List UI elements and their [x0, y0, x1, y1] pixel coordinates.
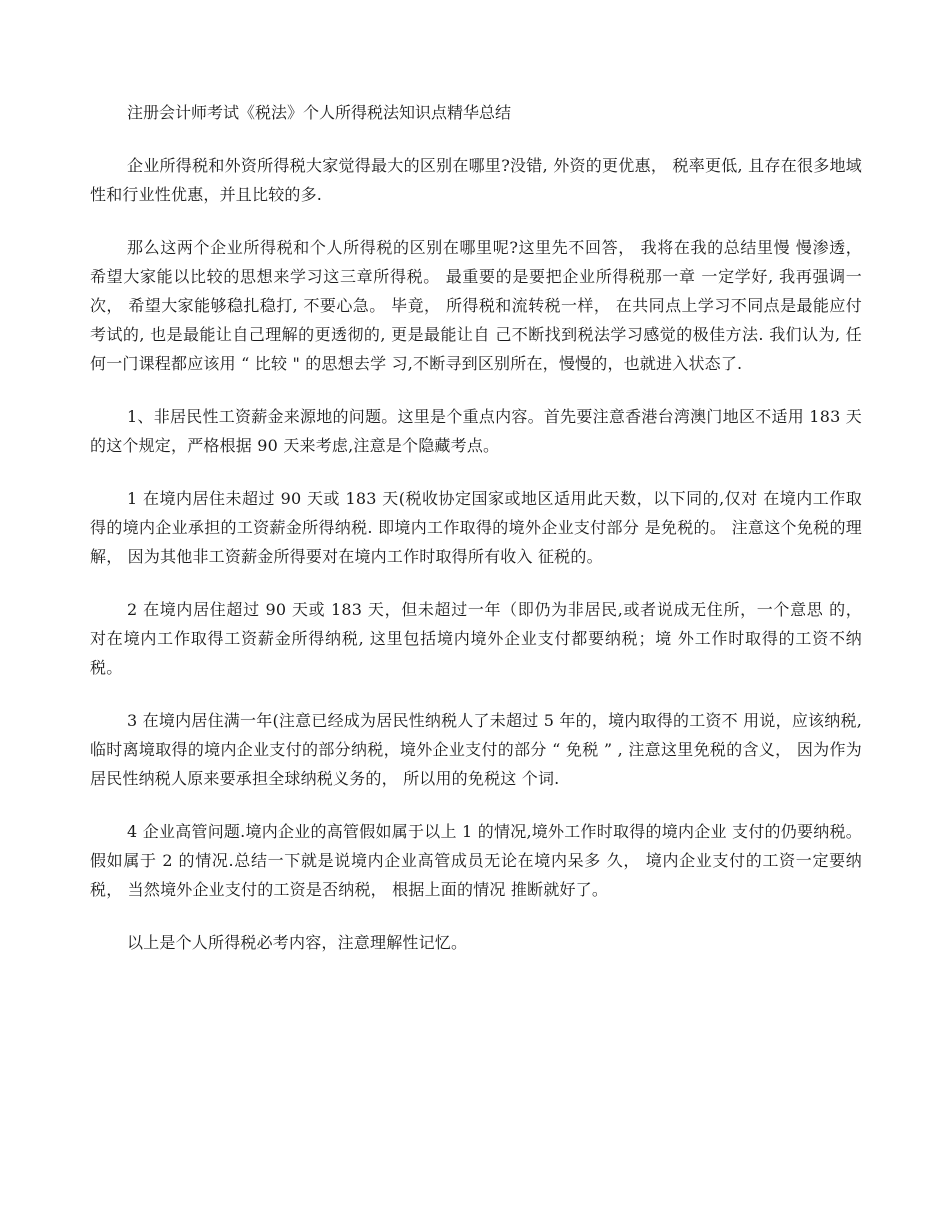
- document-title: 注册会计师考试《税法》个人所得税法知识点精华总结: [127, 103, 512, 122]
- paragraph-intro: 企业所得税和外资所得税大家觉得最大的区别在哪里?没错, 外资的更优惠， 税率更低, 且存在很多地域性和行业性优惠，并且比较的多.: [90, 156, 862, 204]
- paragraph-case-3: 3 在境内居住满一年(注意已经成为居民性纳税人了未超过 5 年的，境内取得的工资不 用说，应该纳税,临时离境取得的境内企业支付的部分纳税，境外企业支付的部分 “ 免税 ” , 注意这里免税的含义， 因为作为居民性纳税人原来要承担全球纳税义务的， 所以用的免税这 个词.: [90, 711, 862, 788]
- paragraph-case-1: 1 在境内居住未超过 90 天或 183 天(税收协定国家或地区适用此天数，以下同的,仅对 在境内工作取得的境内企业承担的工资薪金所得纳税. 即境内工作取得的境外企业支付部分 是免税的。 注意这个免税的理解， 因为其他非工资薪金所得要对在境内工作时取得所有收入 征税的。: [90, 489, 862, 566]
- paragraph-point-1: 1、非居民性工资薪金来源地的问题。这里是个重点内容。首先要注意香港台湾澳门地区不适用 183 天的这个规定，严格根据 90 天来考虑,注意是个隐藏考点。: [90, 407, 862, 455]
- paragraph-case-4: 4 企业高管问题.境内企业的高管假如属于以上 1 的情况,境外工作时取得的境内企业 支付的仍要纳税。假如属于 2 的情况.总结一下就是说境内企业高管成员无论在境内呆多 久， 境内企业支付的工资一定要纳税， 当然境外企业支付的工资是否纳税， 根据上面的情况 推断就好了。: [90, 822, 862, 899]
- paragraph-conclusion: 以上是个人所得税必考内容，注意理解性记忆。: [127, 933, 468, 952]
- paragraph-case-2: 2 在境内居住超过 90 天或 183 天，但未超过一年（即仍为非居民,或者说成无住所，一个意思 的， 对在境内工作取得工资薪金所得纳税, 这里包括境内境外企业支付都要纳税；境 外工作时取得的工资不纳税。: [90, 600, 862, 677]
- document-body: [90, 98, 862, 981]
- paragraph-comparison: 那么这两个企业所得税和个人所得税的区别在哪里呢?这里先不回答， 我将在我的总结里慢 慢渗透， 希望大家能以比较的思想来学习这三章所得税。 最重要的是要把企业所得税那一章 一定学好, 我再强调一次， 希望大家能够稳扎稳打, 不要心急。 毕竟， 所得税和流转税一样， 在共同点上学习不同点是最能应付考试的, 也是最能让自己理解的更透彻的, 更是最能让自 己不断找到税法学习感觉的极佳方法. 我们认为, 任何一门课程都应该用 “ 比较 " 的思想去学 习,不断寻到区别所在，慢慢的，也就进入状态了.: [90, 238, 862, 373]
